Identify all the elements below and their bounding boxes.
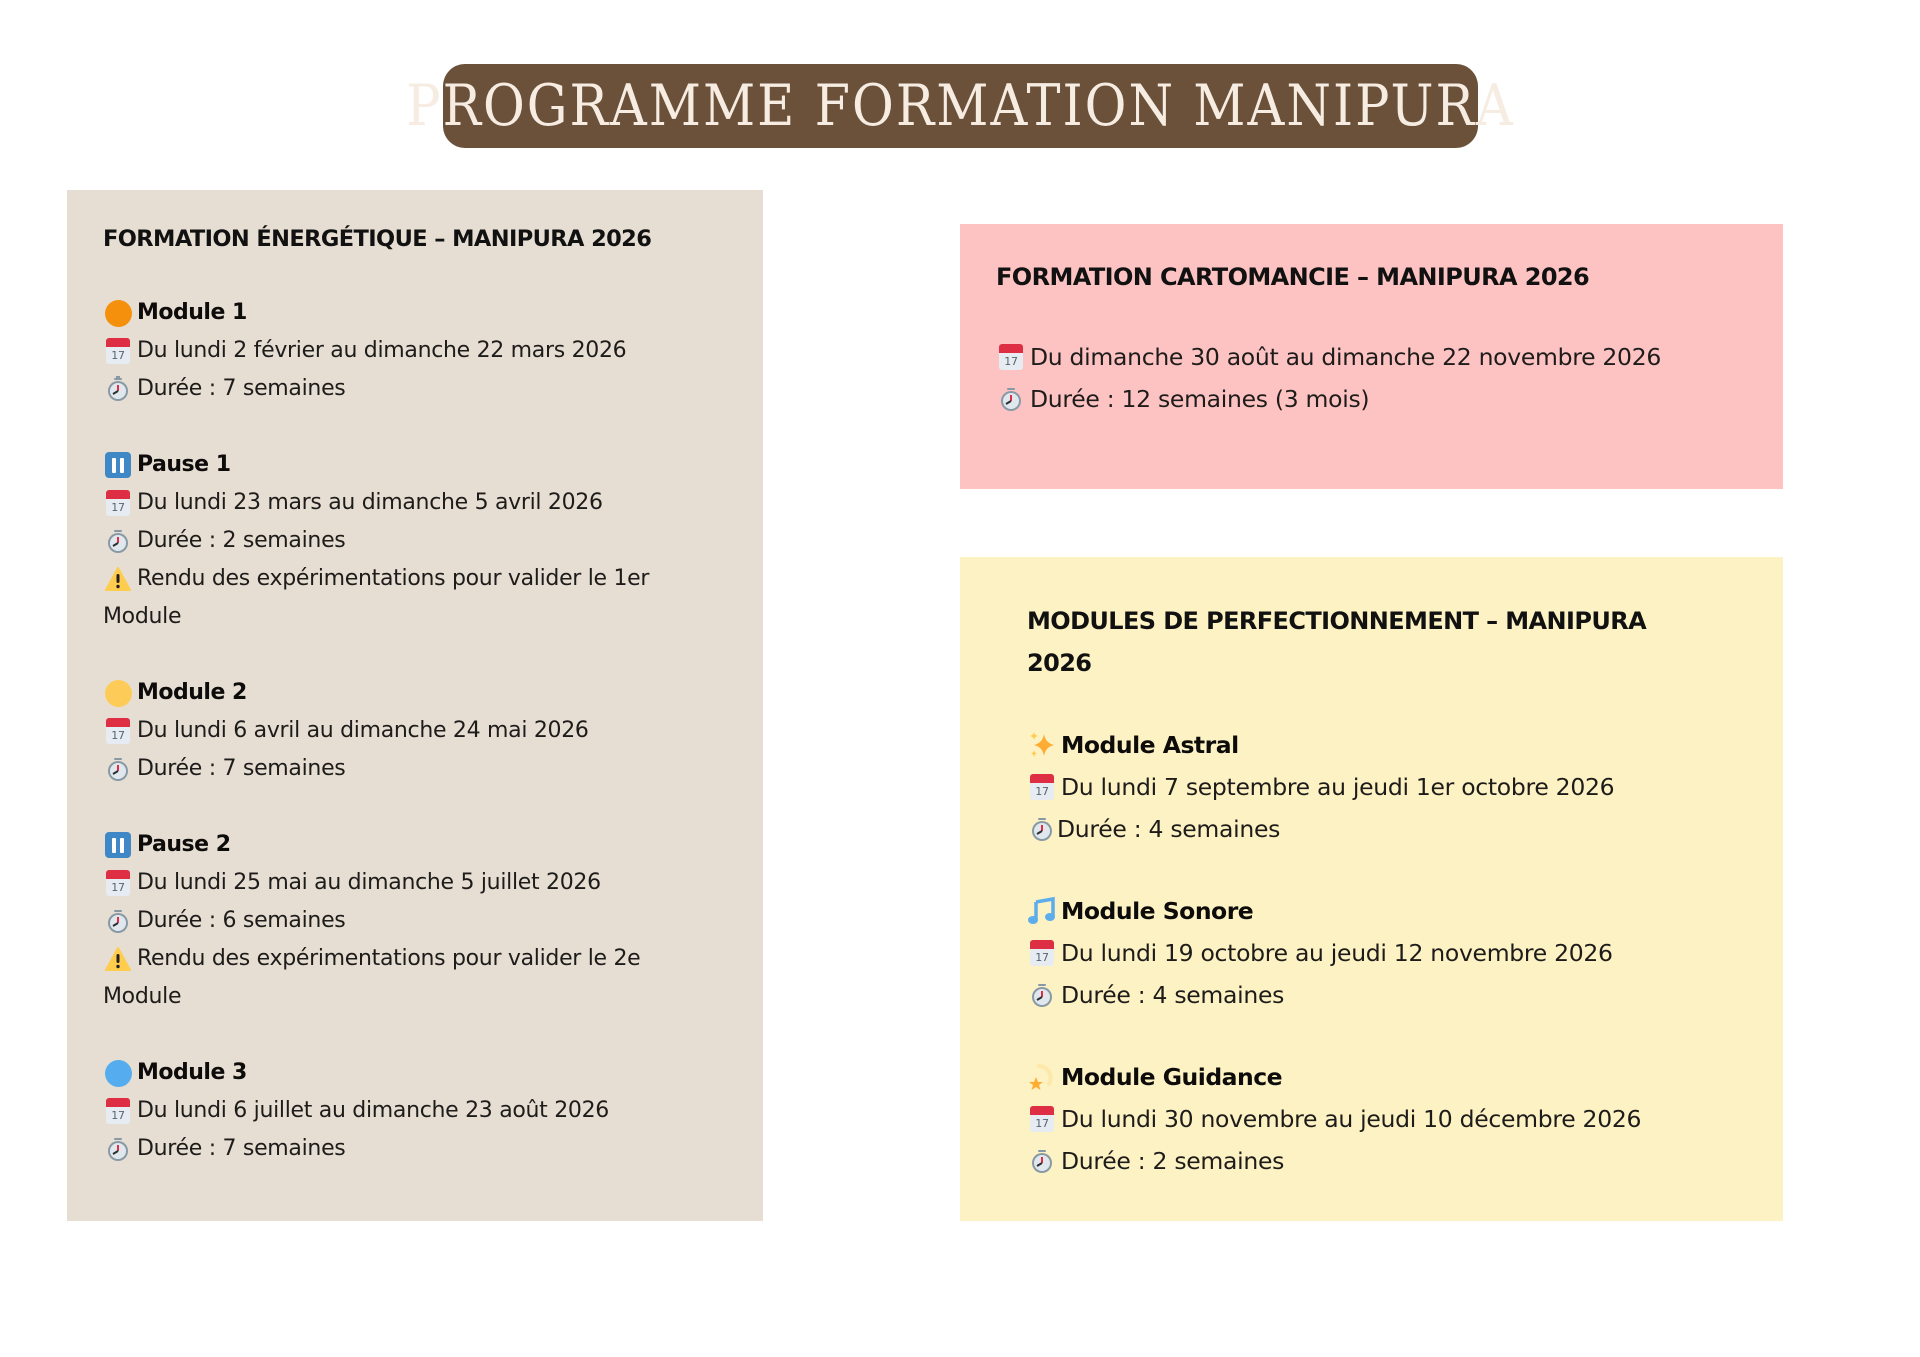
module-1-duration: Durée : 7 semaines bbox=[137, 376, 346, 401]
stopwatch-icon bbox=[996, 384, 1026, 414]
title-banner bbox=[406, 64, 1515, 148]
warning-icon bbox=[103, 944, 133, 974]
module-3-block bbox=[103, 1054, 763, 1168]
calendar-icon: 17 bbox=[103, 1096, 133, 1126]
module-guidance-block bbox=[1027, 1056, 1783, 1182]
pause-2-warning: Rendu des expérimentations pour valider le 2e Module bbox=[103, 946, 641, 1009]
pause-2-duration: Durée : 6 semaines bbox=[137, 908, 346, 933]
calendar-icon: 17 bbox=[1027, 1104, 1057, 1134]
blue-circle-icon bbox=[103, 1058, 133, 1088]
calendar-icon: 17 bbox=[996, 342, 1026, 372]
module-astral-dates: Du lundi 7 septembre au jeudi 1er octobre 2026 bbox=[1061, 773, 1615, 801]
module-sonore-duration: Durée : 4 semaines bbox=[1061, 981, 1285, 1009]
pause-icon bbox=[103, 450, 133, 480]
stopwatch-icon bbox=[103, 526, 133, 556]
module-astral-duration: Durée : 4 semaines bbox=[1057, 815, 1281, 843]
calendar-icon: 17 bbox=[103, 488, 133, 518]
module-2-block bbox=[103, 674, 763, 788]
module-1-title: Module 1 bbox=[137, 300, 247, 325]
calendar-icon: 17 bbox=[103, 868, 133, 898]
stopwatch-icon bbox=[1027, 814, 1057, 844]
stopwatch-icon bbox=[1027, 980, 1057, 1010]
cartomancie-dates: Du dimanche 30 août au dimanche 22 novembre 2026 bbox=[1030, 343, 1662, 371]
module-2-duration: Durée : 7 semaines bbox=[137, 756, 346, 781]
stopwatch-icon bbox=[103, 754, 133, 784]
calendar-icon: 17 bbox=[1027, 938, 1057, 968]
pause-icon bbox=[103, 830, 133, 860]
stopwatch-icon bbox=[1027, 1146, 1057, 1176]
formation-cartomancie-panel bbox=[960, 224, 1783, 489]
calendar-icon: 17 bbox=[103, 336, 133, 366]
module-2-title: Module 2 bbox=[137, 680, 247, 705]
shooting-star-icon bbox=[1027, 1062, 1057, 1092]
module-guidance-duration: Durée : 2 semaines bbox=[1061, 1147, 1285, 1175]
module-astral-title: Module Astral bbox=[1061, 731, 1239, 759]
calendar-icon: 17 bbox=[103, 716, 133, 746]
formation-cartomancie-heading: FORMATION CARTOMANCIE – MANIPURA 2026 bbox=[996, 263, 1590, 291]
module-1-dates: Du lundi 2 février au dimanche 22 mars 2026 bbox=[137, 338, 627, 363]
formation-energetique-panel bbox=[67, 190, 763, 1221]
module-sonore-block bbox=[1027, 890, 1783, 1016]
page-title: PROGRAMME FORMATION MANIPURA bbox=[406, 72, 1515, 140]
pause-1-warning: Rendu des expérimentations pour valider le 1er Module bbox=[103, 566, 650, 629]
module-sonore-dates: Du lundi 19 octobre au jeudi 12 novembre 2026 bbox=[1061, 939, 1613, 967]
stopwatch-icon bbox=[103, 1134, 133, 1164]
pause-1-title: Pause 1 bbox=[137, 452, 231, 477]
orange-circle-icon bbox=[103, 298, 133, 328]
pause-2-block bbox=[103, 826, 763, 1016]
module-2-dates: Du lundi 6 avril au dimanche 24 mai 2026 bbox=[137, 718, 589, 743]
yellow-circle-icon bbox=[103, 678, 133, 708]
formation-energetique-heading: FORMATION ÉNERGÉTIQUE – MANIPURA 2026 bbox=[103, 226, 652, 252]
sparkles-icon bbox=[1027, 730, 1057, 760]
module-astral-block bbox=[1027, 724, 1783, 850]
warning-icon bbox=[103, 564, 133, 594]
pause-1-dates: Du lundi 23 mars au dimanche 5 avril 2026 bbox=[137, 490, 603, 515]
module-3-duration: Durée : 7 semaines bbox=[137, 1136, 346, 1161]
pause-1-duration: Durée : 2 semaines bbox=[137, 528, 346, 553]
music-notes-icon bbox=[1027, 896, 1057, 926]
modules-perfectionnement-heading: MODULES DE PERFECTIONNEMENT – MANIPURA 2026 bbox=[1027, 607, 1647, 677]
module-guidance-title: Module Guidance bbox=[1061, 1063, 1283, 1091]
pause-2-dates: Du lundi 25 mai au dimanche 5 juillet 2026 bbox=[137, 870, 601, 895]
modules-perfectionnement-panel bbox=[960, 557, 1783, 1221]
module-3-dates: Du lundi 6 juillet au dimanche 23 août 2026 bbox=[137, 1098, 609, 1123]
module-3-title: Module 3 bbox=[137, 1060, 247, 1085]
calendar-icon: 17 bbox=[1027, 772, 1057, 802]
module-guidance-dates: Du lundi 30 novembre au jeudi 10 décembre 2026 bbox=[1061, 1105, 1642, 1133]
module-1-block bbox=[103, 294, 763, 408]
stopwatch-icon bbox=[103, 374, 133, 404]
stopwatch-icon bbox=[103, 906, 133, 936]
module-sonore-title: Module Sonore bbox=[1061, 897, 1254, 925]
pause-2-title: Pause 2 bbox=[137, 832, 231, 857]
cartomancie-duration: Durée : 12 semaines (3 mois) bbox=[1030, 385, 1370, 413]
pause-1-block bbox=[103, 446, 763, 636]
